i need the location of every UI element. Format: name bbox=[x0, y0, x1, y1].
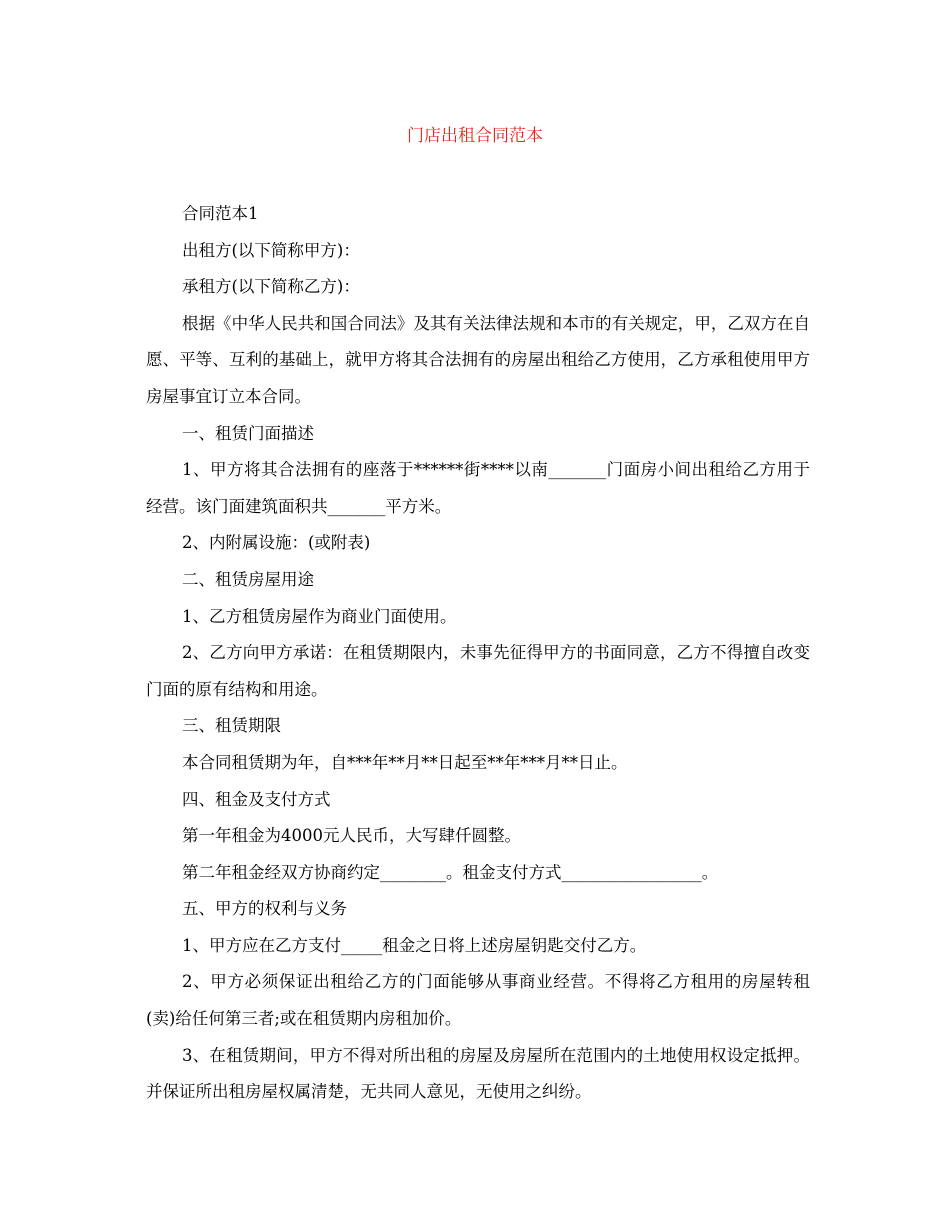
section-heading-2: 二、租赁房屋用途 bbox=[182, 569, 314, 589]
clause-5-2: 2、甲方必须保证出租给乙方的门面能够从事商业经营。不得将乙方租用的房屋转租(卖)给任何第三者;或在租赁期内房租加价。 bbox=[146, 972, 810, 1029]
paragraph-lessor: 出租方(以下简称甲方)： bbox=[182, 240, 360, 260]
clause-1-2: 2、内附属设施：(或附表) bbox=[182, 533, 371, 553]
section-heading-4: 四、租金及支付方式 bbox=[182, 789, 331, 809]
paragraph-preamble: 根据《中华人民共和国合同法》及其有关法律法规和本市的有关规定，甲，乙双方在自愿、平等、互利的基础上，就甲方将其合法拥有的房屋出租给乙方使用，乙方承租使用甲方房屋事宜订立本合同。 bbox=[146, 313, 810, 406]
section-heading-3: 三、租赁期限 bbox=[182, 716, 281, 736]
clause-1-1: 1、甲方将其合法拥有的座落于******街****以南_______门面房小间出租给乙方用于经营。该门面建筑面积共_______平方米。 bbox=[146, 460, 810, 516]
clause-4-1: 第一年租金为4000元人民币，大写肆仟圆整。 bbox=[182, 826, 521, 846]
clause-5-1: 1、甲方应在乙方支付_____租金之日将上述房屋钥匙交付乙方。 bbox=[182, 935, 647, 955]
clause-2-2: 2、乙方向甲方承诺：在租赁期限内，未事先征得甲方的书面同意，乙方不得擅自改变门面的原有结构和用途。 bbox=[146, 643, 810, 699]
clause-4-2: 第二年租金经双方协商约定________。租金支付方式_________________。 bbox=[182, 862, 719, 882]
paragraph-contract-template-heading: 合同范本1 bbox=[182, 204, 259, 223]
document-title: 门店出租合同范本 bbox=[407, 126, 543, 146]
document-body bbox=[146, 196, 810, 1111]
clause-2-1: 1、乙方租赁房屋作为商业门面使用。 bbox=[182, 606, 457, 626]
section-heading-5: 五、甲方的权利与义务 bbox=[182, 899, 347, 919]
section-heading-1: 一、租赁门面描述 bbox=[182, 423, 314, 443]
paragraph-lessee: 承租方(以下简称乙方)： bbox=[182, 277, 360, 297]
clause-3-1: 本合同租赁期为年，自***年**月**日起至**年***月**日止。 bbox=[182, 752, 628, 772]
clause-5-3: 3、在租赁期间，甲方不得对所出租的房屋及房屋所在范围内的土地使用权设定抵押。并保证所出租房屋权属清楚，无共同人意见，无使用之纠纷。 bbox=[146, 1045, 810, 1102]
